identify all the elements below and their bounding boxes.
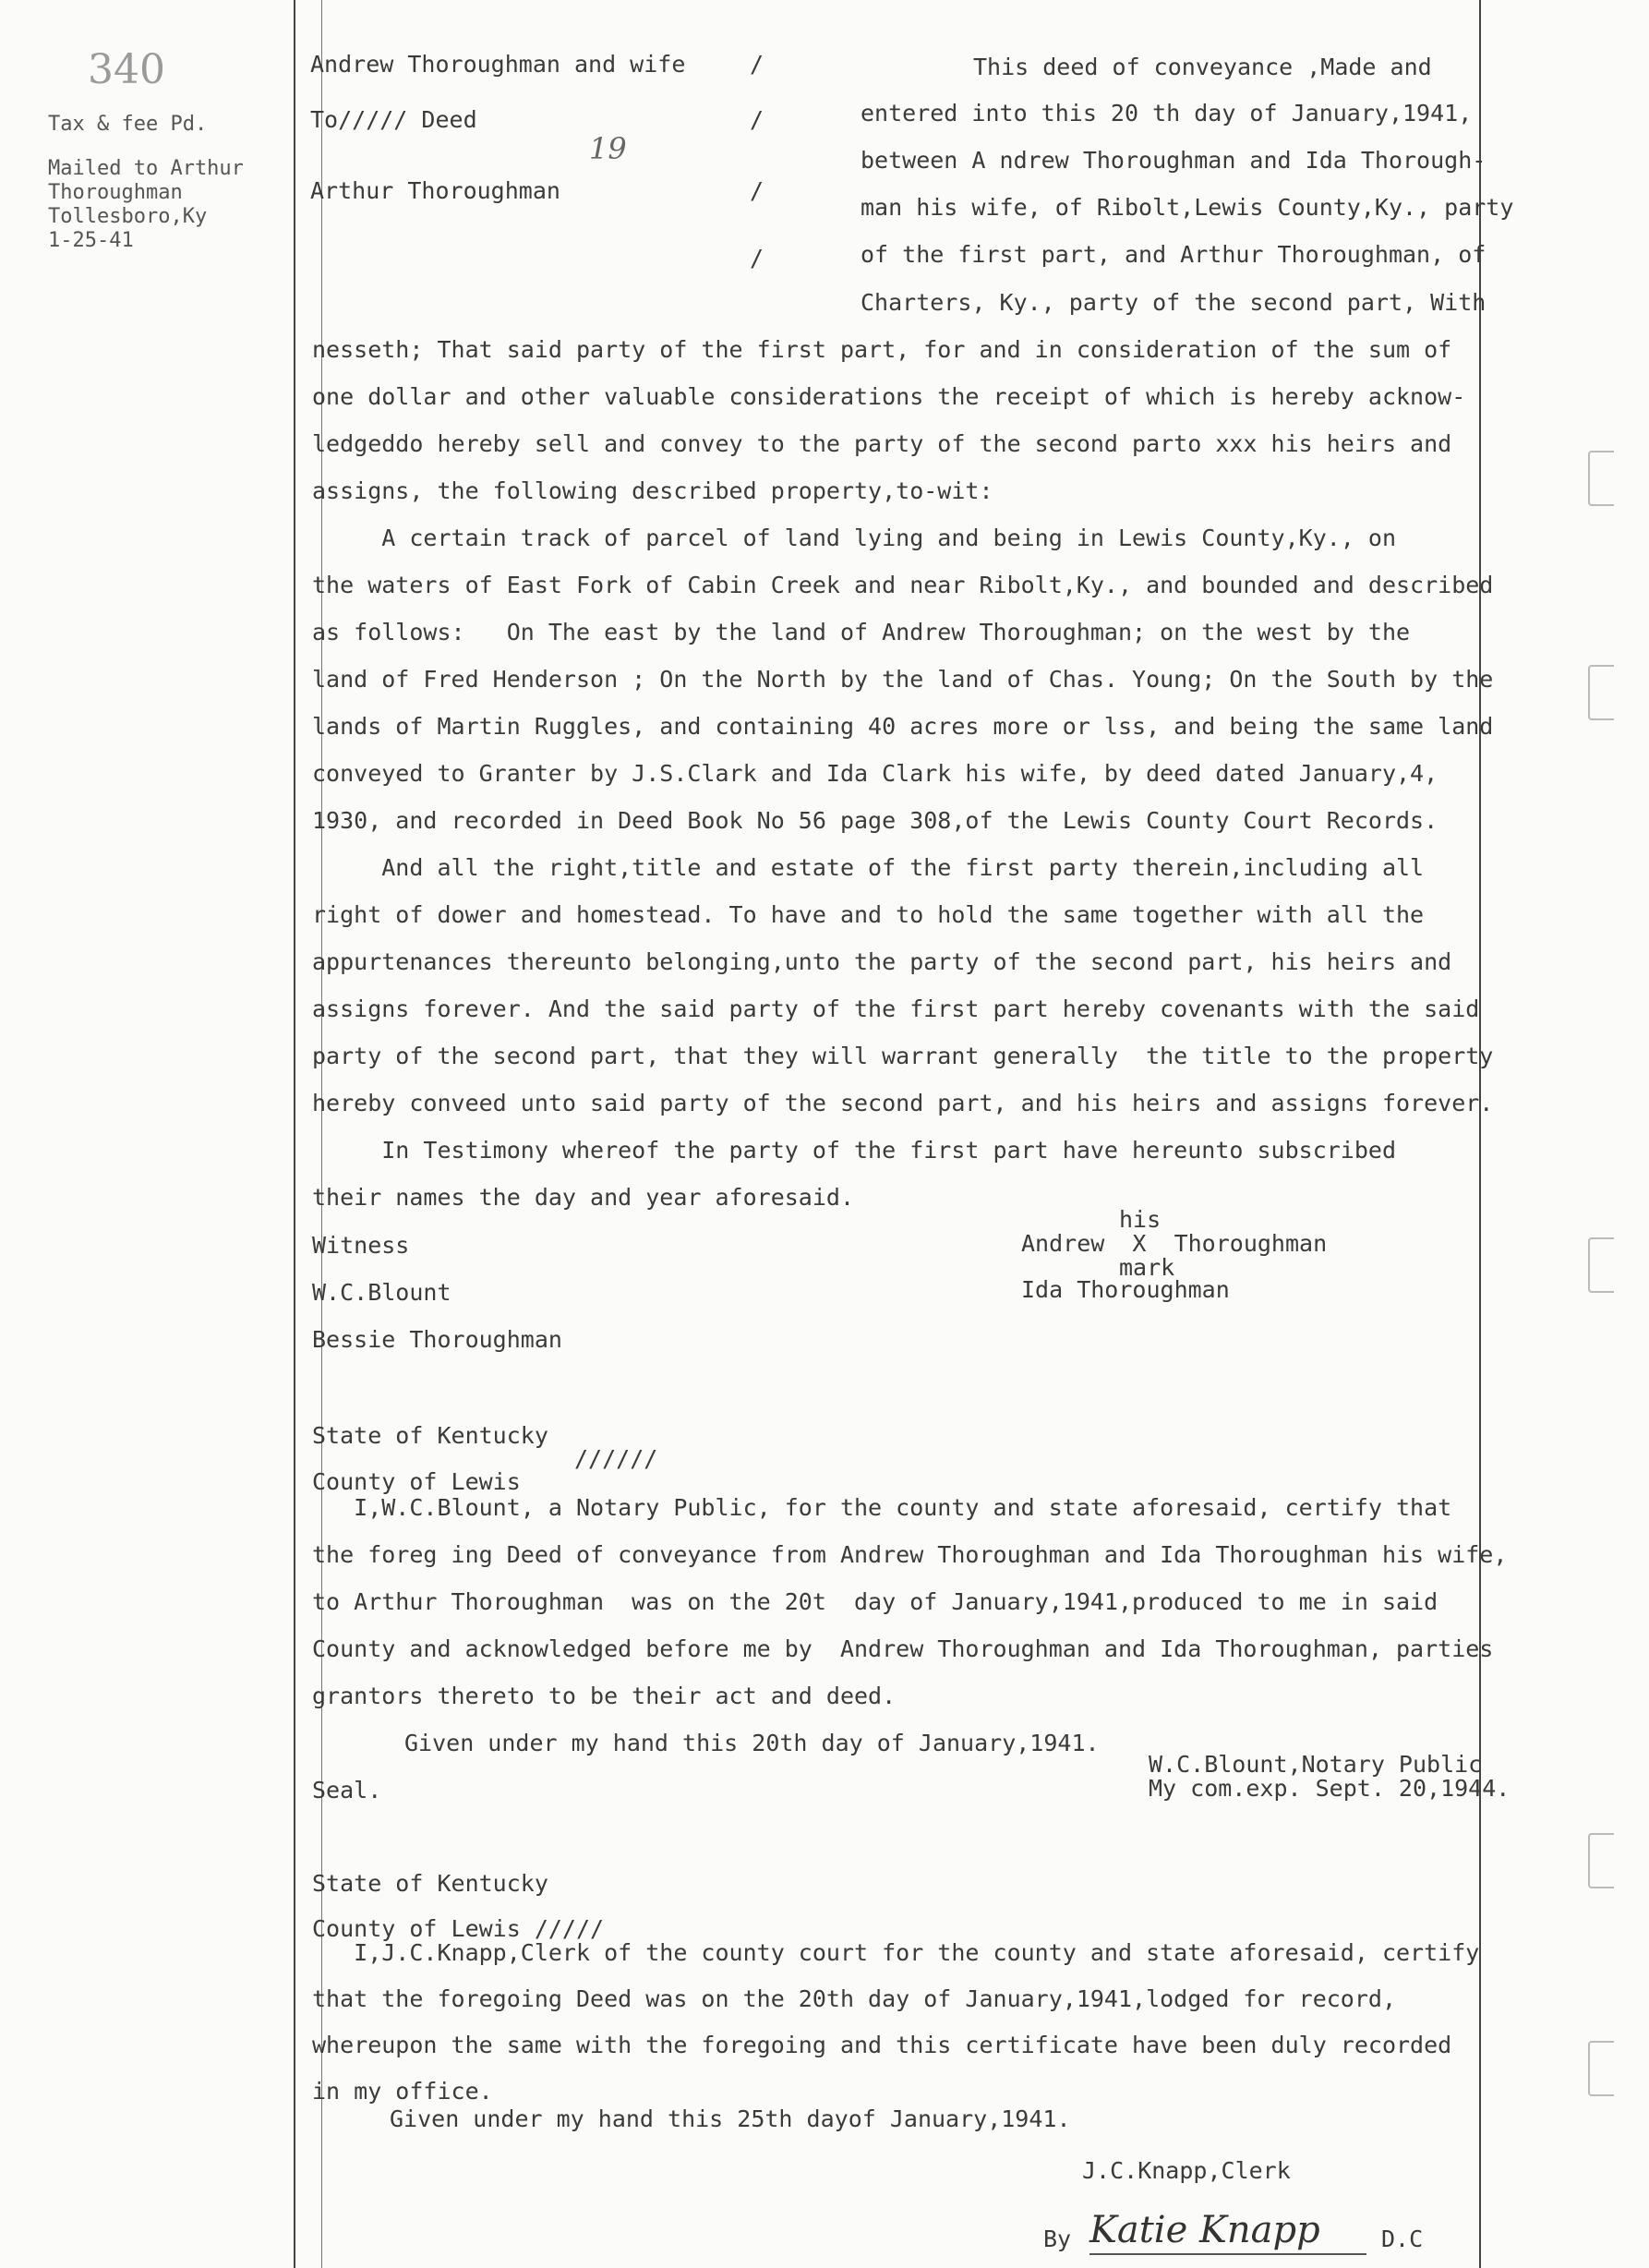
heading-right-line: entered into this 20 th day of January,1941,	[861, 100, 1473, 127]
margin-note-tax: Tax & fee Pd.	[48, 113, 208, 136]
body-line: In Testimony whereof the party of the first part have hereunto subscribed	[312, 1137, 1396, 1164]
notary-state: State of Kentucky	[312, 1422, 548, 1449]
his-label: his	[1119, 1206, 1162, 1233]
grantor-signature-andrew: Andrew X Thoroughman	[1021, 1230, 1328, 1257]
notary-line: grantors thereto to be their act and deed.	[312, 1683, 897, 1709]
notary-line: County and acknowledged before me by Andrew Thoroughman and Ida Thoroughman, parties	[312, 1635, 1494, 1662]
margin-note-mailed-2: Thoroughman	[48, 181, 183, 204]
witness-bessie: Bessie Thoroughman	[312, 1326, 562, 1353]
witness-blount: W.C.Blount	[312, 1279, 451, 1306]
clerk-given: Given under my hand this 25th dayof January,1941.	[390, 2105, 1071, 2132]
body-line: And all the right,title and estate of the first party therein,including all	[312, 854, 1425, 881]
grantor-signature-ida: Ida Thoroughman	[1021, 1276, 1230, 1303]
body-line: one dollar and other valuable considerations the receipt of which is hereby acknow-	[312, 383, 1466, 410]
heading-right-line: between A ndrew Thoroughman and Ida Thorough-	[861, 147, 1487, 174]
body-line: assigns forever. And the said party of the first part hereby covenants with the said	[312, 995, 1480, 1022]
margin-note-mailed-4: 1-25-41	[48, 229, 134, 252]
deputy-clerk-label: D.C	[1381, 2226, 1424, 2252]
heading-right-line: This deed of conveyance ,Made and	[973, 54, 1432, 80]
notary-seal: Seal.	[312, 1777, 382, 1804]
heading-grantee: Arthur Thoroughman	[310, 177, 560, 204]
heading-slash: /	[750, 51, 764, 78]
clerk-by-label: By	[1043, 2226, 1072, 2252]
body-line: as follows: On The east by the land of Andrew Thoroughman; on the west by the	[312, 619, 1411, 645]
binder-tab	[1588, 1237, 1614, 1293]
body-line: land of Fred Henderson ; On the North by the land of Chas. Young; On the South by the	[312, 666, 1494, 693]
clerk-county: County of Lewis /////	[312, 1915, 605, 1942]
binder-tab	[1588, 665, 1614, 720]
heading-slash: /	[750, 245, 764, 271]
margin-note-mailed-1: Mailed to Arthur	[48, 157, 244, 180]
heading-right-line: man his wife, of Ribolt,Lewis County,Ky., party	[861, 194, 1514, 221]
body-line: lands of Martin Ruggles, and containing 40 acres more or lss, and being the same land	[312, 713, 1494, 740]
signature-line	[1089, 2253, 1366, 2255]
heading-grantor: Andrew Thoroughman and wife	[310, 51, 686, 78]
heading-slash: /	[750, 106, 764, 133]
handwritten-number: 19	[589, 131, 627, 166]
heading-slash: /	[750, 177, 764, 204]
heading-right-line: of the first part, and Arthur Thoroughman, of	[861, 241, 1487, 268]
clerk-line: whereupon the same with the foregoing and this certificate have been duly recorded	[312, 2032, 1452, 2058]
heading-deed: To///// Deed	[310, 106, 477, 133]
body-line: the waters of East Fork of Cabin Creek and near Ribolt,Ky., and bounded and described	[312, 572, 1494, 598]
clerk-state: State of Kentucky	[312, 1870, 548, 1897]
clerk-signer: J.C.Knapp,Clerk	[1082, 2157, 1291, 2184]
body-line: appurtenances thereunto belonging,unto the party of the second part, his heirs and	[312, 948, 1452, 975]
body-line: ledgeddo hereby sell and convey to the party of the second parto xxx his heirs and	[312, 430, 1452, 457]
right-margin-rule	[1479, 0, 1481, 2268]
clerk-line: I,J.C.Knapp,Clerk of the county court for the county and state aforesaid, certify	[312, 1939, 1480, 1966]
notary-given: Given under my hand this 20th day of January,1941.	[404, 1730, 1100, 1756]
binder-tab	[1588, 2041, 1614, 2096]
page-number: 340	[88, 46, 165, 93]
notary-line: I,W.C.Blount, a Notary Public, for the county and state aforesaid, certify that	[312, 1494, 1452, 1521]
witness-label: Witness	[312, 1232, 410, 1259]
body-line: hereby conveed unto said party of the second part, and his heirs and assigns forever.	[312, 1090, 1494, 1116]
body-line: assigns, the following described property,to-wit:	[312, 477, 993, 504]
notary-signer: W.C.Blount,Notary Public	[1149, 1751, 1483, 1778]
body-line: their names the day and year aforesaid.	[312, 1184, 854, 1211]
body-line: nesseth; That said party of the first part, for and in consideration of the sum of	[312, 336, 1452, 363]
binder-tab	[1588, 451, 1614, 506]
notary-slashes: //////	[574, 1445, 658, 1472]
mark-label: mark	[1119, 1254, 1175, 1281]
body-line: party of the second part, that they will warrant generally the title to the property	[312, 1043, 1494, 1069]
clerk-line: in my office.	[312, 2078, 493, 2105]
notary-line: the foreg ing Deed of conveyance from Andrew Thoroughman and Ida Thoroughman his wife,	[312, 1541, 1508, 1568]
margin-note-mailed-3: Tollesboro,Ky	[48, 205, 208, 228]
clerk-line: that the foregoing Deed was on the 20th day of January,1941,lodged for record,	[312, 1985, 1396, 2012]
body-line: A certain track of parcel of land lying and being in Lewis County,Ky., on	[312, 525, 1396, 551]
deputy-clerk-signature: Katie Knapp	[1089, 2209, 1320, 2251]
left-margin-rule	[294, 0, 295, 2268]
notary-line: to Arthur Thoroughman was on the 20t day of January,1941,produced to me in said	[312, 1588, 1438, 1615]
binder-tab	[1588, 1833, 1614, 1888]
notary-county: County of Lewis	[312, 1468, 521, 1495]
body-line: right of dower and homestead. To have and to hold the same together with all the	[312, 901, 1425, 928]
body-line: conveyed to Granter by J.S.Clark and Ida Clark his wife, by deed dated January,4,	[312, 760, 1438, 787]
heading-right-line: Charters, Ky., party of the second part, With	[861, 289, 1487, 316]
notary-expires: My com.exp. Sept. 20,1944.	[1149, 1775, 1511, 1802]
body-line: 1930, and recorded in Deed Book No 56 page 308,of the Lewis County Court Records.	[312, 807, 1438, 834]
